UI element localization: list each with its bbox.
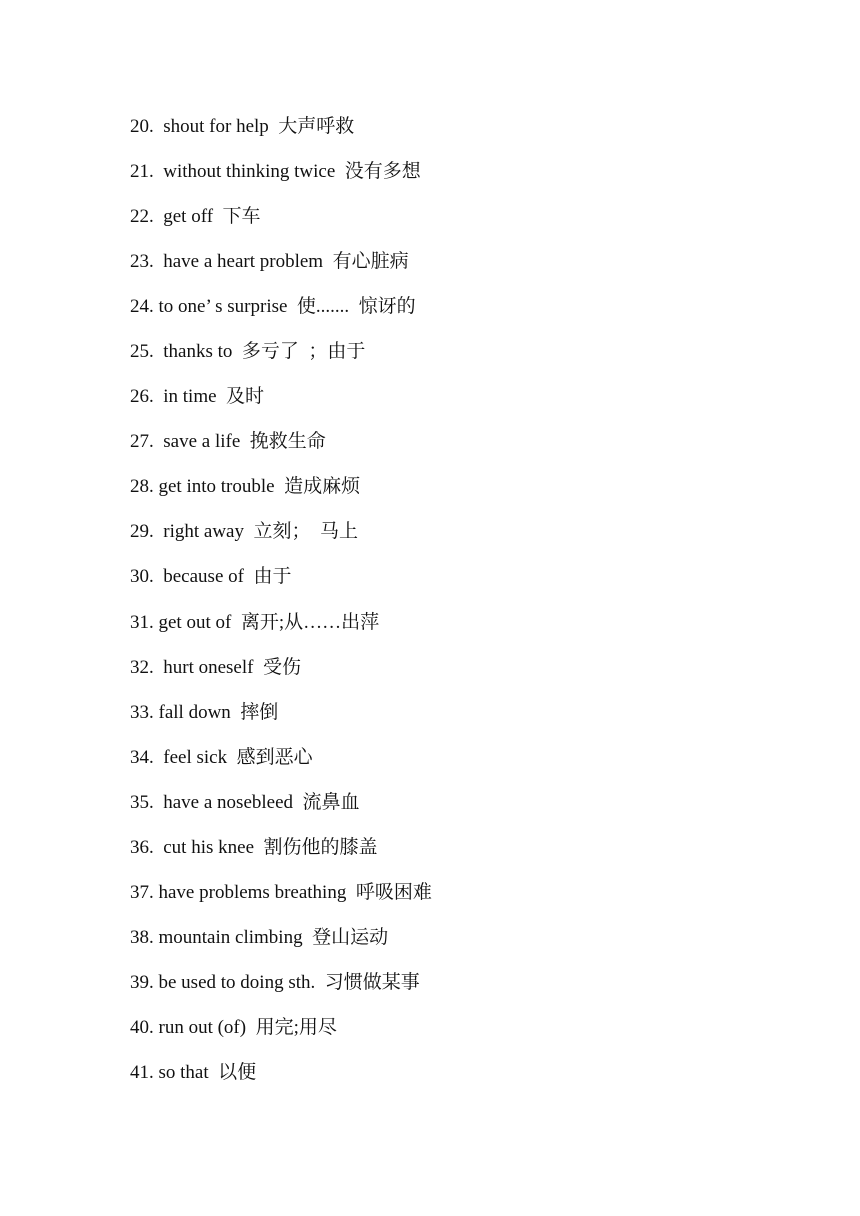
list-item: 38. mountain climbing 登山运动 [130,926,389,948]
list-item: 25. thanks to 多亏了 ；由于 [130,341,366,363]
list-item: 24. to one’ s surprise 使....... 惊讶的 [130,296,416,318]
list-item: 22. get off 下车 [130,206,261,228]
list-item: 23. have a heart problem 有心脏病 [130,251,409,273]
list-item: 32. hurt oneself 受伤 [130,656,301,678]
list-item: 40. run out (of) 用完;用尽 [130,1016,337,1038]
list-item: 34. feel sick 感到恶心 [130,746,313,768]
phrase-list [130,114,432,1105]
list-item: 29. right away 立刻； 马上 [130,521,358,543]
list-item: 33. fall down 摔倒 [130,701,279,723]
list-item: 41. so that 以便 [130,1061,257,1083]
list-item: 30. because of 由于 [130,566,292,588]
list-item: 36. cut his knee 割伤他的膝盖 [130,836,378,858]
list-item: 20. shout for help 大声呼救 [130,116,355,137]
list-item: 26. in time 及时 [130,386,265,408]
list-item: 35. have a nosebleed 流鼻血 [130,791,360,813]
list-item: 37. have problems breathing 呼吸困难 [130,881,432,903]
list-item: 39. be used to doing sth. 习惯做某事 [130,971,420,993]
list-item: 21. without thinking twice 没有多想 [130,161,421,183]
list-item: 28. get into trouble 造成麻烦 [130,476,361,498]
list-item: 31. get out of 离开;从……出萍 [130,611,380,633]
list-item: 27. save a life 挽救生命 [130,431,326,453]
